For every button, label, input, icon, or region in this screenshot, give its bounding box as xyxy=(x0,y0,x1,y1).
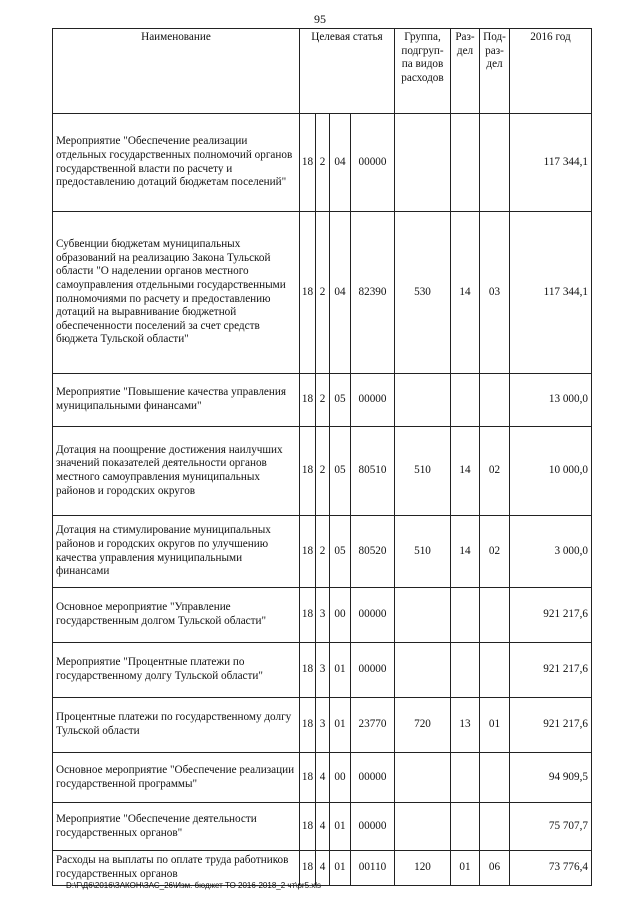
section-code: 14 xyxy=(451,427,480,516)
table-row xyxy=(53,427,592,516)
row-name: Процентные платежи по государственному долгу Тульской области xyxy=(53,698,300,753)
amount-2016: 10 000,0 xyxy=(510,427,592,516)
section-code xyxy=(451,643,480,698)
subsection-code: 01 xyxy=(480,698,510,753)
target-code-subprogram: 3 xyxy=(316,698,330,753)
target-code-direction: 82390 xyxy=(351,212,395,374)
target-code-program: 18 xyxy=(300,427,316,516)
amount-2016: 73 776,4 xyxy=(510,851,592,886)
amount-2016: 13 000,0 xyxy=(510,374,592,427)
subsection-code xyxy=(480,803,510,851)
table-row xyxy=(53,753,592,803)
subsection-code: 02 xyxy=(480,516,510,588)
file-path-footer: D:\Г\Д6\2016\ЗАКОН\ЗАС_26\Изм. бюджет ТО 2016-2018_2 чт\pr5.xls xyxy=(66,881,322,890)
target-code-direction: 00110 xyxy=(351,851,395,886)
amount-2016: 921 217,6 xyxy=(510,698,592,753)
subsection-code xyxy=(480,374,510,427)
target-code-event: 04 xyxy=(330,114,351,212)
target-code-subprogram: 3 xyxy=(316,643,330,698)
row-name: Мероприятие "Обеспечение реализации отдельных государственных полномочий органов государственной власти по расчету и предоставлению дотаций бюджетам поселений" xyxy=(53,114,300,212)
target-code-program: 18 xyxy=(300,516,316,588)
target-code-program: 18 xyxy=(300,698,316,753)
header-row xyxy=(53,29,592,114)
target-code-event: 05 xyxy=(330,427,351,516)
target-code-event: 01 xyxy=(330,643,351,698)
expense-group: 120 xyxy=(395,851,451,886)
expense-group: 720 xyxy=(395,698,451,753)
section-code: 14 xyxy=(451,212,480,374)
subsection-code: 02 xyxy=(480,427,510,516)
expense-group xyxy=(395,643,451,698)
budget-table xyxy=(52,28,592,886)
target-code-direction: 80510 xyxy=(351,427,395,516)
target-code-direction: 00000 xyxy=(351,114,395,212)
row-name: Основное мероприятие "Управление государственным долгом Тульской области" xyxy=(53,588,300,643)
expense-group xyxy=(395,114,451,212)
target-code-direction: 00000 xyxy=(351,753,395,803)
expense-group xyxy=(395,803,451,851)
target-code-direction: 00000 xyxy=(351,803,395,851)
header-section: Раз- дел xyxy=(451,29,480,114)
header-subsection: Под- раз- дел xyxy=(480,29,510,114)
target-code-subprogram: 2 xyxy=(316,374,330,427)
target-code-event: 01 xyxy=(330,803,351,851)
amount-2016: 75 707,7 xyxy=(510,803,592,851)
target-code-event: 00 xyxy=(330,753,351,803)
target-code-direction: 00000 xyxy=(351,374,395,427)
expense-group xyxy=(395,753,451,803)
target-code-event: 05 xyxy=(330,516,351,588)
page-number: 95 xyxy=(314,12,326,26)
section-code xyxy=(451,588,480,643)
table-row xyxy=(53,588,592,643)
target-code-program: 18 xyxy=(300,114,316,212)
subsection-code xyxy=(480,643,510,698)
target-code-subprogram: 4 xyxy=(316,851,330,886)
target-code-subprogram: 3 xyxy=(316,588,330,643)
subsection-code: 06 xyxy=(480,851,510,886)
header-target-article: Целевая статья xyxy=(300,29,395,114)
target-code-event: 05 xyxy=(330,374,351,427)
expense-group: 510 xyxy=(395,516,451,588)
table-row xyxy=(53,516,592,588)
target-code-program: 18 xyxy=(300,851,316,886)
table-row xyxy=(53,643,592,698)
table-row xyxy=(53,114,592,212)
amount-2016: 117 344,1 xyxy=(510,212,592,374)
subsection-code xyxy=(480,588,510,643)
row-name: Дотация на стимулирование муниципальных районов и городских округов по улучшению качества управления муниципальными финансами xyxy=(53,516,300,588)
table-row xyxy=(53,803,592,851)
subsection-code xyxy=(480,753,510,803)
section-code xyxy=(451,374,480,427)
target-code-subprogram: 2 xyxy=(316,427,330,516)
table-row xyxy=(53,374,592,427)
row-name: Мероприятие "Процентные платежи по государственному долгу Тульской области" xyxy=(53,643,300,698)
amount-2016: 117 344,1 xyxy=(510,114,592,212)
target-code-program: 18 xyxy=(300,753,316,803)
header-year: 2016 год xyxy=(510,29,592,114)
row-name: Субвенции бюджетам муниципальных образований на реализацию Закона Тульской области "О наделении органов местного самоуправления отдельными государственными полномочиями по расчету и предоставлению дотаций на выравнивание бюджетной обеспеченности поселений за счет средств бюджета Тульской области" xyxy=(53,212,300,374)
expense-group: 510 xyxy=(395,427,451,516)
target-code-subprogram: 4 xyxy=(316,803,330,851)
target-code-program: 18 xyxy=(300,212,316,374)
target-code-event: 00 xyxy=(330,588,351,643)
section-code: 01 xyxy=(451,851,480,886)
section-code: 14 xyxy=(451,516,480,588)
target-code-program: 18 xyxy=(300,803,316,851)
section-code xyxy=(451,114,480,212)
amount-2016: 921 217,6 xyxy=(510,643,592,698)
target-code-program: 18 xyxy=(300,588,316,643)
target-code-event: 04 xyxy=(330,212,351,374)
row-name: Мероприятие "Обеспечение деятельности государственных органов" xyxy=(53,803,300,851)
target-code-event: 01 xyxy=(330,698,351,753)
amount-2016: 3 000,0 xyxy=(510,516,592,588)
subsection-code: 03 xyxy=(480,212,510,374)
expense-group: 530 xyxy=(395,212,451,374)
row-name: Дотация на поощрение достижения наилучших значений показателей деятельности органов местного самоуправления муниципальных районов и городских округов xyxy=(53,427,300,516)
amount-2016: 921 217,6 xyxy=(510,588,592,643)
section-code xyxy=(451,803,480,851)
target-code-subprogram: 2 xyxy=(316,516,330,588)
target-code-direction: 00000 xyxy=(351,643,395,698)
target-code-direction: 00000 xyxy=(351,588,395,643)
target-code-program: 18 xyxy=(300,643,316,698)
row-name: Мероприятие "Повышение качества управления муниципальными финансами" xyxy=(53,374,300,427)
target-code-subprogram: 4 xyxy=(316,753,330,803)
section-code xyxy=(451,753,480,803)
table-row xyxy=(53,698,592,753)
row-name: Основное мероприятие "Обеспечение реализации государственной программы" xyxy=(53,753,300,803)
target-code-event: 01 xyxy=(330,851,351,886)
target-code-direction: 23770 xyxy=(351,698,395,753)
subsection-code xyxy=(480,114,510,212)
target-code-direction: 80520 xyxy=(351,516,395,588)
header-group: Группа, подгруп- па видов расходов xyxy=(395,29,451,114)
header-name: Наименование xyxy=(53,29,300,114)
target-code-subprogram: 2 xyxy=(316,114,330,212)
table-row xyxy=(53,212,592,374)
amount-2016: 94 909,5 xyxy=(510,753,592,803)
target-code-subprogram: 2 xyxy=(316,212,330,374)
target-code-program: 18 xyxy=(300,374,316,427)
section-code: 13 xyxy=(451,698,480,753)
expense-group xyxy=(395,374,451,427)
expense-group xyxy=(395,588,451,643)
row-name: Расходы на выплаты по оплате труда работников государственных органов xyxy=(53,851,300,886)
